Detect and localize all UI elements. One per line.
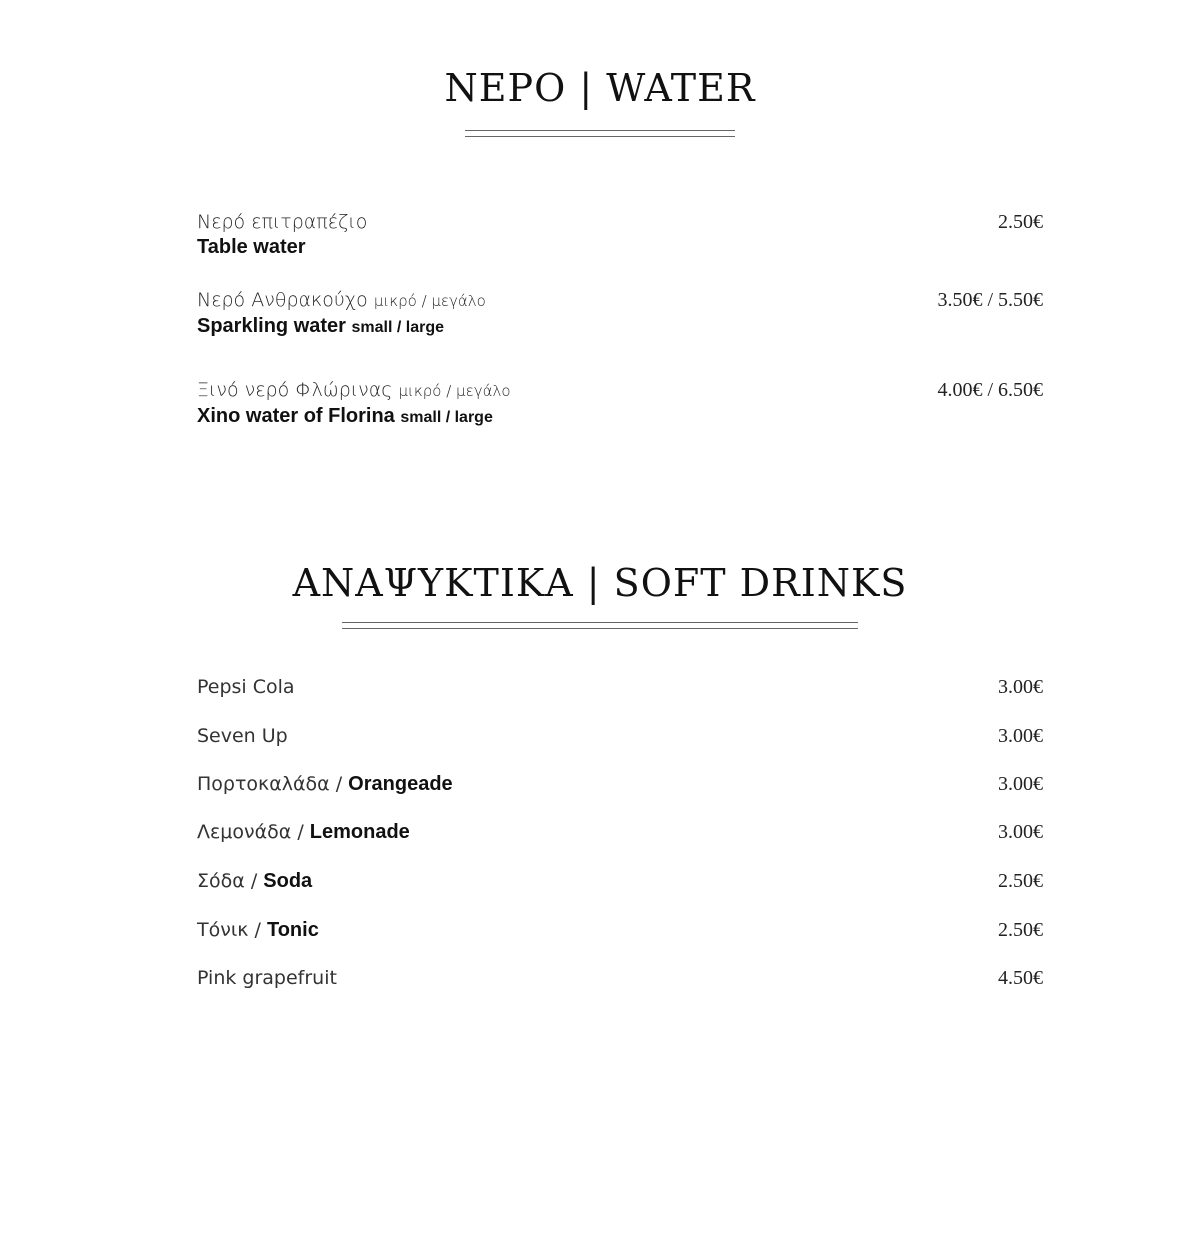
menu-item-seven-up: [197, 722, 1043, 750]
menu-item-xino-water: [197, 378, 1043, 431]
item-english-size: small / large: [351, 319, 444, 336]
item-greek-label: Πορτοκαλάδα: [197, 773, 330, 795]
item-price: 2.50€: [998, 870, 1043, 892]
item-name: [197, 770, 1043, 798]
item-greek-label: Σόδα: [197, 870, 245, 892]
item-name: [197, 916, 1043, 944]
item-name-english: [197, 313, 1043, 341]
item-english-label: Soda: [263, 870, 313, 892]
item-name: [197, 673, 1043, 701]
item-name-greek: [197, 288, 1043, 313]
item-greek-label: Pink grapefruit: [197, 967, 337, 989]
menu-item-pink-grapefruit: [197, 964, 1043, 992]
soft-drinks-section-title: ΑΝΑΨΥΚΤΙΚΑ | SOFT DRINKS: [292, 561, 908, 605]
item-price: 3.00€: [998, 676, 1043, 698]
item-english-label: Lemonade: [309, 821, 410, 843]
item-separator: /: [248, 919, 267, 941]
item-separator: /: [244, 870, 264, 892]
menu-item-pepsi-cola: [197, 673, 1043, 701]
item-separator: /: [291, 821, 310, 843]
menu-item-orangeade: [197, 770, 1043, 798]
menu-item-tonic: [197, 916, 1043, 944]
item-price: 2.50€: [998, 919, 1043, 941]
item-greek-label: Νερό Ανθρακούχο: [197, 289, 368, 311]
item-greek-label: Τόνικ: [197, 919, 249, 941]
water-title-divider: [465, 130, 735, 137]
menu-item-soda: [197, 867, 1043, 895]
item-price: 3.00€: [998, 773, 1043, 795]
item-name: [197, 818, 1043, 846]
menu-item-lemonade: [197, 818, 1043, 846]
item-name-english: [197, 234, 1043, 260]
item-greek-label: Λεμονάδα: [197, 821, 292, 843]
water-section-title: ΝΕΡΟ | WATER: [444, 66, 756, 110]
item-price: 2.50€: [998, 211, 1043, 233]
item-greek-label: Pepsi Cola: [197, 676, 295, 698]
item-english-label: Table water: [197, 236, 306, 258]
item-greek-size: μικρό / μεγάλο: [373, 292, 486, 310]
item-name: [197, 722, 1043, 750]
item-name-english: [197, 403, 1043, 431]
item-separator: /: [329, 773, 349, 795]
item-english-label: Tonic: [266, 919, 319, 941]
item-greek-size: μικρό / μεγάλο: [398, 382, 511, 400]
item-price: 4.50€: [998, 967, 1043, 989]
menu-item-table-water: [197, 210, 1043, 260]
item-price: 4.00€ / 6.50€: [937, 379, 1043, 401]
item-english-label: Orangeade: [348, 773, 453, 795]
item-english-label: Xino water of Florina: [197, 405, 395, 427]
item-name: [197, 964, 1043, 992]
item-english-label: Sparkling water: [197, 315, 346, 337]
item-name: [197, 867, 1043, 895]
item-english-size: small / large: [400, 409, 493, 426]
item-price: 3.50€ / 5.50€: [937, 289, 1043, 311]
item-name-greek: [197, 378, 1043, 403]
menu-item-sparkling-water: [197, 288, 1043, 341]
item-price: 3.00€: [998, 725, 1043, 747]
item-price: 3.00€: [998, 821, 1043, 843]
item-greek-label: Seven Up: [197, 725, 288, 747]
soft-drinks-title-divider: [342, 622, 858, 629]
item-greek-label: Ξινό νερό Φλώρινας: [197, 379, 393, 401]
item-name-greek: [197, 210, 1043, 234]
item-greek-label: Νερό επιτραπέζιο: [197, 211, 368, 233]
